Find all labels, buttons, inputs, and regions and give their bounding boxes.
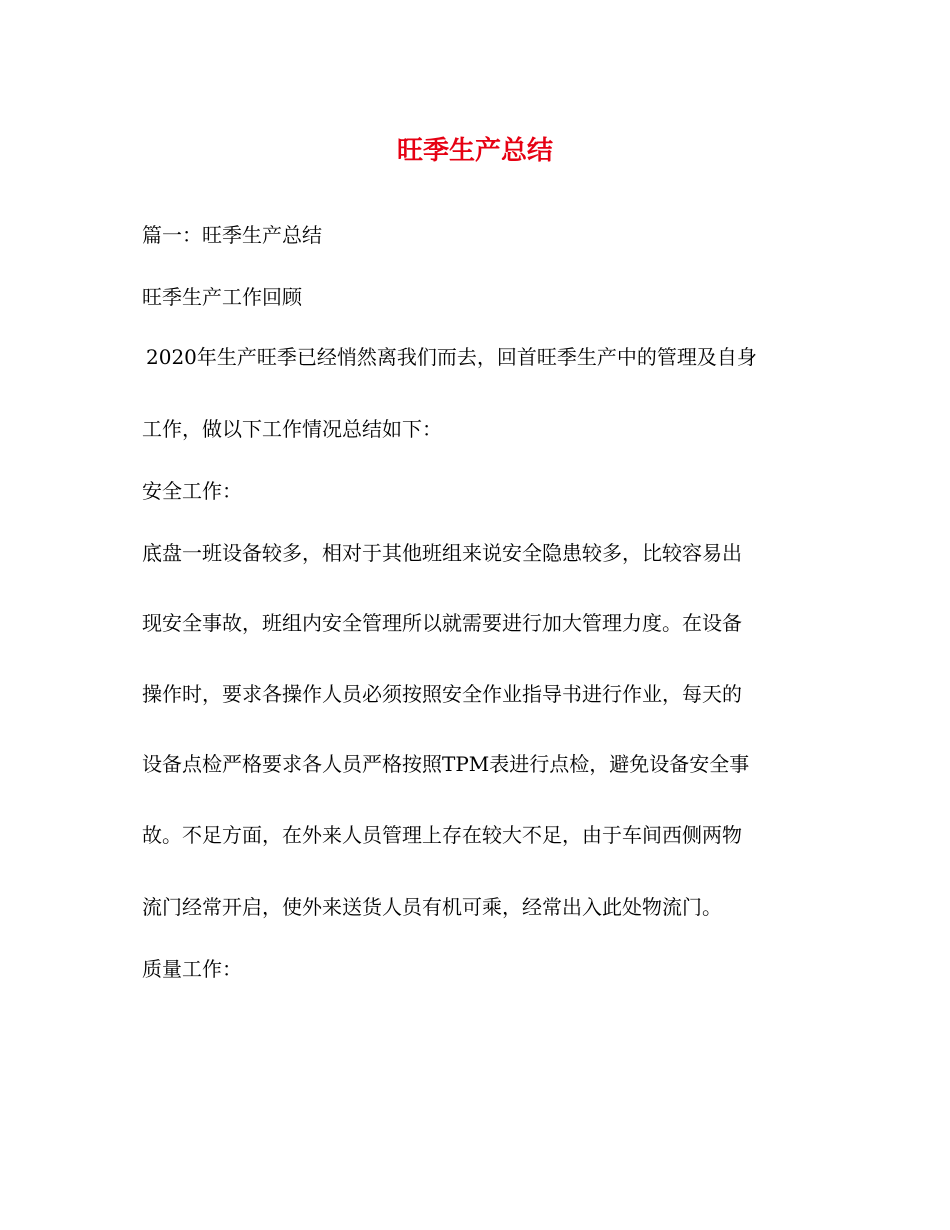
safety-line-6: 流门经常开启，使外来送货人员有机可乘，经常出入此处物流门。 xyxy=(142,895,722,919)
safety-line-5: 故。不足方面，在外来人员管理上存在较大不足，由于车间西侧两物 xyxy=(142,823,742,847)
section-heading-review: 旺季生产工作回顾 xyxy=(142,285,302,309)
safety-line-2: 现安全事故，班组内安全管理所以就需要进行加大管理力度。在设备 xyxy=(142,611,742,635)
document-title: 旺季生产总结 xyxy=(396,136,553,166)
intro-line-2: 工作，做以下工作情况总结如下： xyxy=(142,417,442,441)
section-heading-part-one: 篇一：旺季生产总结 xyxy=(142,223,322,247)
safety-line-4: 设备点检严格要求各人员严格按照TPM表进行点检，避免设备安全事 xyxy=(142,752,750,776)
safety-heading: 安全工作： xyxy=(142,479,242,503)
intro-line-1: 2020年生产旺季已经悄然离我们而去，回首旺季生产中的管理及自身 xyxy=(146,345,757,369)
quality-heading: 质量工作： xyxy=(142,957,242,981)
safety-line-1: 底盘一班设备较多，相对于其他班组来说安全隐患较多，比较容易出 xyxy=(142,541,742,565)
safety-line-3: 操作时，要求各操作人员必须按照安全作业指导书进行作业，每天的 xyxy=(142,682,742,706)
